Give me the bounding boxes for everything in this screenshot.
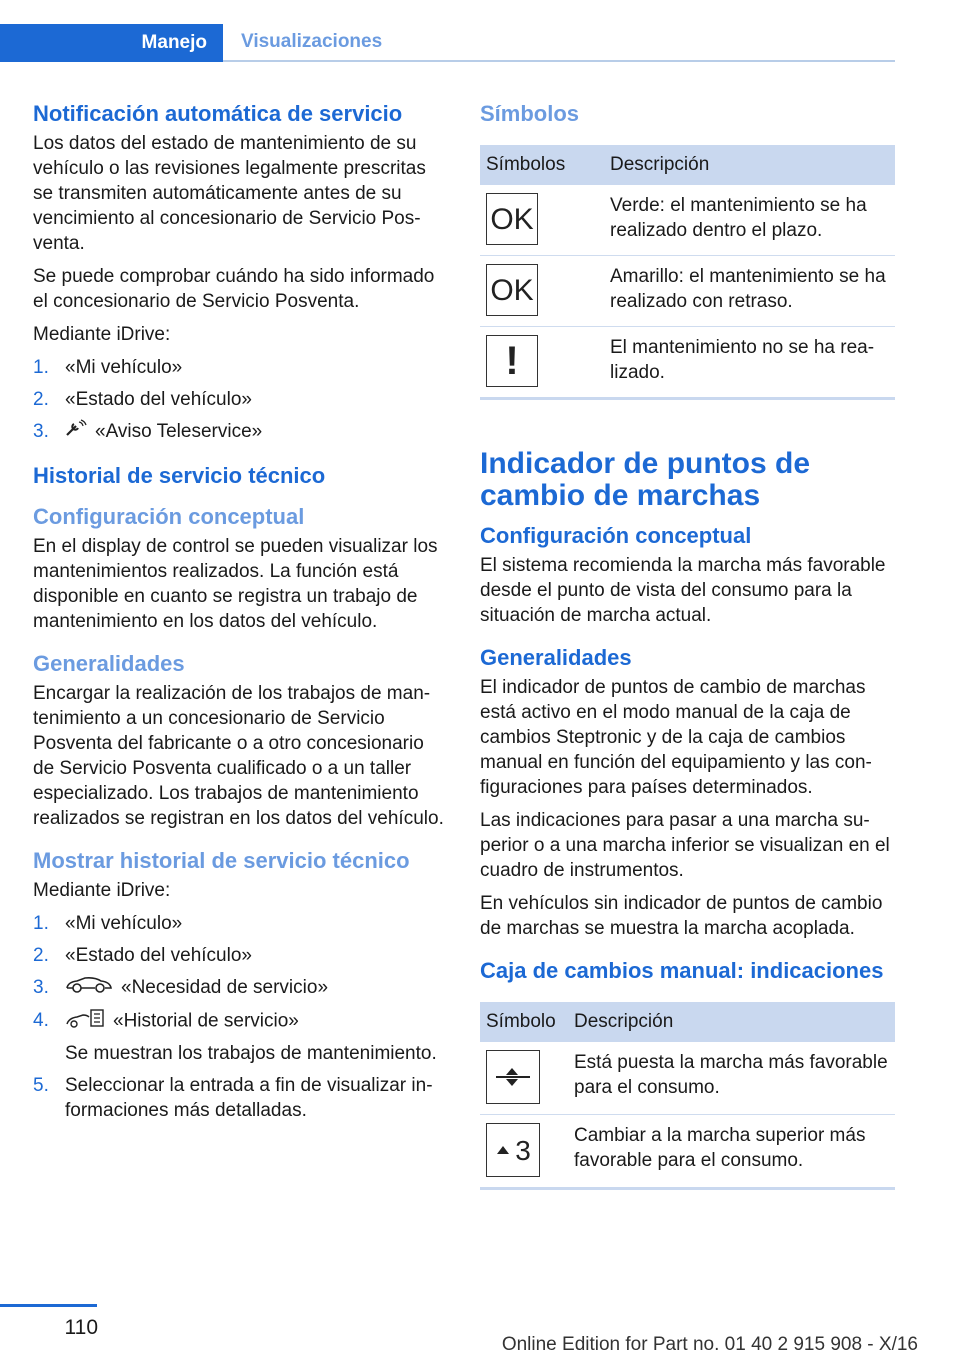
idrive-steps-list <box>33 355 448 444</box>
heading-indicador: Indicador de puntos de cambio de marchas <box>480 447 811 512</box>
heading-generalidades-right: Generalidades <box>480 645 632 670</box>
paragraph: En vehículos sin indicador de puntos de cambio de marchas se muestra la marcha acoplada. <box>480 893 883 939</box>
heading-historial: Historial de servicio técnico <box>33 463 326 489</box>
upshift-icon: 3 <box>486 1123 540 1177</box>
table-header: Símbolos <box>480 145 604 185</box>
list-item: 2. «Estado del vehículo» <box>33 945 252 967</box>
list-item: 1. «Mi vehículo» <box>33 913 183 935</box>
optimal-gear-icon <box>486 1050 540 1104</box>
list-item: 3. «Aviso Teleservice» <box>33 419 448 444</box>
heading-configuracion: Configuración conceptual <box>33 504 305 530</box>
paragraph: Las indicaciones para pasar a una marcha superior o a una marcha inferior se visualizan en el cuadro de instrumentos. <box>480 810 890 881</box>
gear-symbols-table <box>480 1002 895 1190</box>
table-row: ! El mantenimiento no se ha realizado. <box>480 327 895 399</box>
car-icon <box>65 976 113 1001</box>
left-column <box>33 100 448 1131</box>
paragraph: Los datos del estado de mantenimiento de su vehículo o las revisiones legalmente prescritas se transmiten automáticamente antes de su vencimiento al concesionario de Servicio Posventa. <box>33 133 426 254</box>
table-row: OK Verde: el mantenimiento se ha realizado dentro el plazo. <box>480 185 895 256</box>
paragraph: El indicador de puntos de cambio de marchas está activo en el modo manual de la caja de cambios Steptronic y de la caja de cambios manual en función del equipamiento y las configuraciones para países determinados. <box>480 677 872 798</box>
list-item: 5. Seleccionar la entrada a fin de visualizar informaciones más detalladas. <box>33 1074 433 1121</box>
section-tab-manejo: Manejo <box>0 24 223 62</box>
symbols-table <box>480 145 895 400</box>
paragraph: Encargar la realización de los trabajos de mantenimiento a un concesionario de Servicio Posventa del fabricante o a otro concesionario de Servicio Posventa cualificado o a un taller especializado. Los trabajos de mantenimiento realizados se registran en los datos del vehículo. <box>33 683 444 830</box>
list-item: 4. «Historial de servicio» Se muestran los trabajos de mantenimiento. <box>33 1009 437 1064</box>
page-number: 110 <box>64 1316 98 1339</box>
paragraph: Se puede comprobar cuándo ha sido informado el concesionario de Servicio Posventa. <box>33 266 435 312</box>
list-item: 2. «Estado del vehículo» <box>33 389 252 410</box>
table-row: 3 Cambiar a la marcha superior más favorable para el consumo. <box>480 1115 895 1189</box>
paragraph: Mediante iDrive: <box>33 324 171 345</box>
paragraph: El sistema recomienda la marcha más favorable desde el punto de vista del consumo para la situación de marcha actual. <box>480 555 886 626</box>
table-row: Está puesta la marcha más favorable para el consumo. <box>480 1042 895 1115</box>
page-header <box>0 24 895 62</box>
ok-green-icon: OK <box>486 193 538 245</box>
table-row: OK Amarillo: el mantenimiento se ha realizado con retraso. <box>480 256 895 327</box>
table-header: Descripción <box>604 145 895 185</box>
heading-notificacion: Notificación automática de servicio <box>33 101 403 126</box>
heading-simbolos: Símbolos <box>480 101 580 126</box>
table-header: Descripción <box>568 1002 895 1042</box>
list-item: 1. «Mi vehículo» <box>33 357 183 378</box>
paragraph: Mediante iDrive: <box>33 880 171 902</box>
right-column <box>480 100 895 1190</box>
heading-caja-manual: Caja de cambios manual: indicaciones <box>480 958 884 983</box>
heading-configuracion-right: Configuración conceptual <box>480 523 752 548</box>
ok-yellow-icon: OK <box>486 264 538 316</box>
paragraph: En el display de control se pueden visualizar los mantenimientos realizados. La función está disponible en cuanto se registra un trabajo de mantenimiento en los datos del vehículo. <box>33 536 438 633</box>
heading-generalidades: Generalidades <box>33 651 185 677</box>
historial-steps-list <box>33 911 448 1122</box>
edition-footer: Online Edition for Part no. 01 40 2 915 908 - X/16 <box>501 1334 918 1355</box>
table-header: Símbolo <box>480 1002 568 1042</box>
footer-rule <box>0 1304 97 1307</box>
teleservice-icon <box>65 419 87 444</box>
list-item: 3. «Necesidad de servicio» <box>33 975 448 1000</box>
heading-mostrar-historial: Mostrar historial de servicio técnico <box>33 848 410 874</box>
exclamation-icon: ! <box>486 335 538 387</box>
car-history-icon <box>65 1008 105 1035</box>
section-tab-visualizaciones: Visualizaciones <box>223 24 895 62</box>
